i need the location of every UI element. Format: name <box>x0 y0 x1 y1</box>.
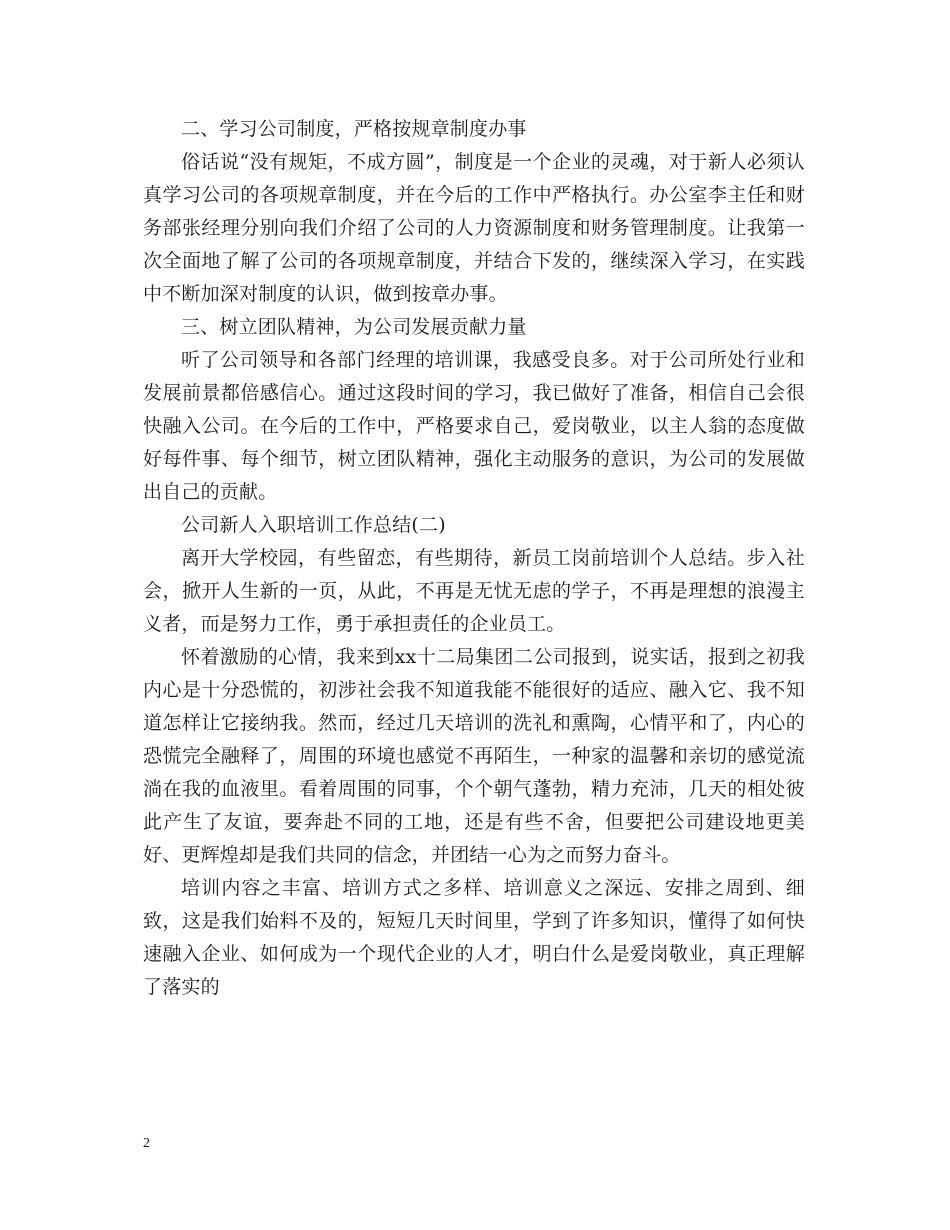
paragraph-leaving-campus: 离开大学校园，有些留恋，有些期待，新员工岗前培训个人总结。步入社会，掀开人生新的一页，从此，不再是无忧无虑的学子，不再是理想的浪漫主义者，而是努力工作，勇于承担责任的企业员工。 <box>143 547 805 635</box>
page-number: 2 <box>143 1136 150 1151</box>
heading-section-two: 二、学习公司制度，严格按规章制度办事 <box>181 118 527 140</box>
heading-summary-two: 公司新人入职培训工作总结(二) <box>181 514 446 536</box>
heading-section-three: 三、树立团队精神，为公司发展贡献力量 <box>181 316 527 338</box>
document-body <box>143 113 805 1004</box>
paragraph-team-spirit: 听了公司领导和各部门经理的培训课，我感受良多。对于公司所处行业和发展前景都倍感信心。通过这段时间的学习，我已做好了准备，相信自己会很快融入公司。在今后的工作中，严格要求自己，爱岗敬业，以主人翁的态度做好每件事、每个细节，树立团队精神，强化主动服务的意识，为公司的发展做出自己的贡献。 <box>143 349 805 503</box>
paragraph-training-content: 培训内容之丰富、培训方式之多样、培训意义之深远、安排之周到、细致，这是我们始料不及的，短短几天时间里，学到了许多知识，懂得了如何快速融入企业、如何成为一个现代企业的人才，明白什么是爱岗敬业，真正理解了落实的 <box>143 877 805 998</box>
paragraph-rules: 俗话说“没有规矩，不成方圆”，制度是一个企业的灵魂，对于新人必须认真学习公司的各项规章制度，并在今后的工作中严格执行。办公室李主任和财务部张经理分别向我们介绍了公司的人力资源制度和财务管理制度。让我第一次全面地了解了公司的各项规章制度，并结合下发的，继续深入学习，在实践中不断加深对制度的认识，做到按章办事。 <box>143 151 805 305</box>
paragraph-arrival: 怀着激励的心情，我来到xx十二局集团二公司报到，说实话，报到之初我内心是十分恐慌的，初涉社会我不知道我能不能很好的适应、融入它、我不知道怎样让它接纳我。然而，经过几天培训的洗礼和熏陶，心情平和了，内心的恐慌完全融释了，周围的环境也感觉不再陌生，一种家的温馨和亲切的感觉流淌在我的血液里。看着周围的同事，个个朝气蓬勃，精力充沛，几天的相处彼此产生了友谊，要奔赴不同的工地，还是有些不舍，但要把公司建设地更美好、更辉煌却是我们共同的信念，并团结一心为之而努力奋斗。 <box>143 646 805 866</box>
